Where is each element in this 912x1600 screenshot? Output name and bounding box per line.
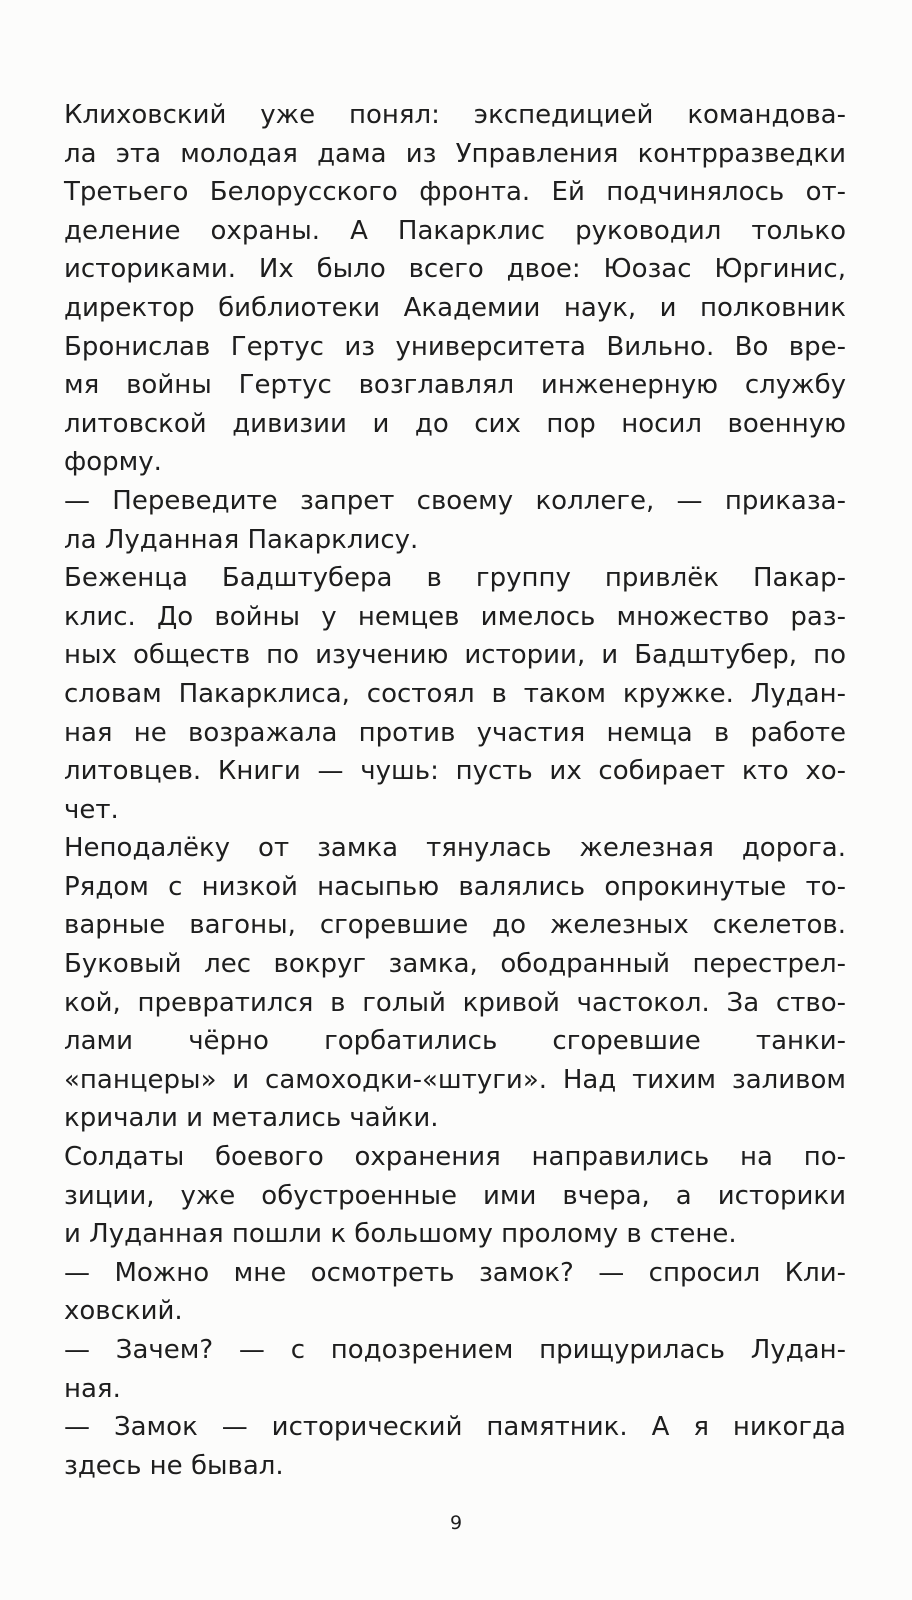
- page-number: 9: [449, 1512, 463, 1534]
- paragraph: [64, 96, 846, 482]
- text-line: ная не возражала против участия немца в работе: [64, 717, 846, 748]
- paragraph: [64, 482, 846, 559]
- text-line: ховский.: [64, 1296, 183, 1327]
- text-line: литовцев. Книги — чушь: пусть их собирает кто хо-: [64, 756, 846, 787]
- paragraph: [64, 1408, 846, 1485]
- text-line: кричали и метались чайки.: [64, 1103, 439, 1134]
- text-line: Рядом с низкой насыпью валялись опрокинутые то-: [64, 871, 846, 902]
- text-line: — Зачем? — с подозрением прищурилась Лудан-: [64, 1335, 846, 1365]
- text-line: — Можно мне осмотреть замок? — спросил Кли-: [64, 1257, 846, 1288]
- text-line: Третьего Белорусского фронта. Ей подчинялось от-: [64, 177, 846, 208]
- text-line: ла Луданная Пакарклису.: [64, 524, 419, 555]
- text-line: Беженца Бадштубера в группу привлёк Пакар-: [64, 563, 846, 594]
- text-line: историками. Их было всего двое: Юозас Юргинис,: [64, 254, 846, 285]
- text-line: — Замок — исторический памятник. А я никогда: [64, 1412, 846, 1443]
- text-line: Клиховский уже понял: экспедицией командова-: [64, 100, 846, 130]
- paragraph: [64, 559, 846, 829]
- text-line: лами чёрно горбатились сгоревшие танки-: [64, 1026, 846, 1057]
- text-line: клис. До войны у немцев имелось множество раз-: [64, 601, 846, 632]
- text-line: Неподалёку от замка тянулась железная дорога.: [64, 833, 846, 864]
- text-line: деление охраны. А Пакарклис руководил только: [64, 215, 846, 246]
- text-line: Солдаты боевого охранения направились на по-: [64, 1142, 846, 1173]
- text-line: литовской дивизии и до сих пор носил военную: [64, 408, 846, 439]
- text-line: директор библиотеки Академии наук, и полковник: [64, 292, 846, 323]
- text-line: зиции, уже обустроенные ими вчера, а историки: [64, 1180, 846, 1211]
- body-text: [64, 96, 846, 1485]
- text-line: здесь не бывал.: [64, 1450, 284, 1481]
- text-line: словам Пакарклиса, состоял в таком кружке. Лудан-: [64, 678, 846, 709]
- paragraph: [64, 1254, 846, 1331]
- text-line: и Луданная пошли к большому пролому в стене.: [64, 1219, 737, 1250]
- text-line: «панцеры» и самоходки-«штуги». Над тихим заливом: [64, 1064, 846, 1095]
- text-line: форму.: [64, 447, 162, 478]
- paragraph: [64, 1331, 846, 1408]
- text-line: варные вагоны, сгоревшие до железных скелетов.: [64, 910, 846, 941]
- paragraph: [64, 829, 846, 1138]
- text-line: Буковый лес вокруг замка, ободранный перестрел-: [64, 949, 846, 980]
- text-line: ная.: [64, 1373, 121, 1404]
- text-line: мя войны Гертус возглавлял инженерную службу: [64, 370, 846, 401]
- text-line: кой, превратился в голый кривой частокол. За ство-: [64, 987, 846, 1018]
- text-line: Бронислав Гертус из университета Вильно. Во вре-: [64, 331, 846, 362]
- text-line: ных обществ по изучению истории, и Бадштубер, по: [64, 640, 846, 671]
- text-line: — Переведите запрет своему коллеге, — приказа-: [64, 485, 846, 516]
- text-line: чет.: [64, 794, 119, 825]
- text-line: ла эта молодая дама из Управления контрразведки: [64, 138, 846, 169]
- paragraph: [64, 1138, 846, 1254]
